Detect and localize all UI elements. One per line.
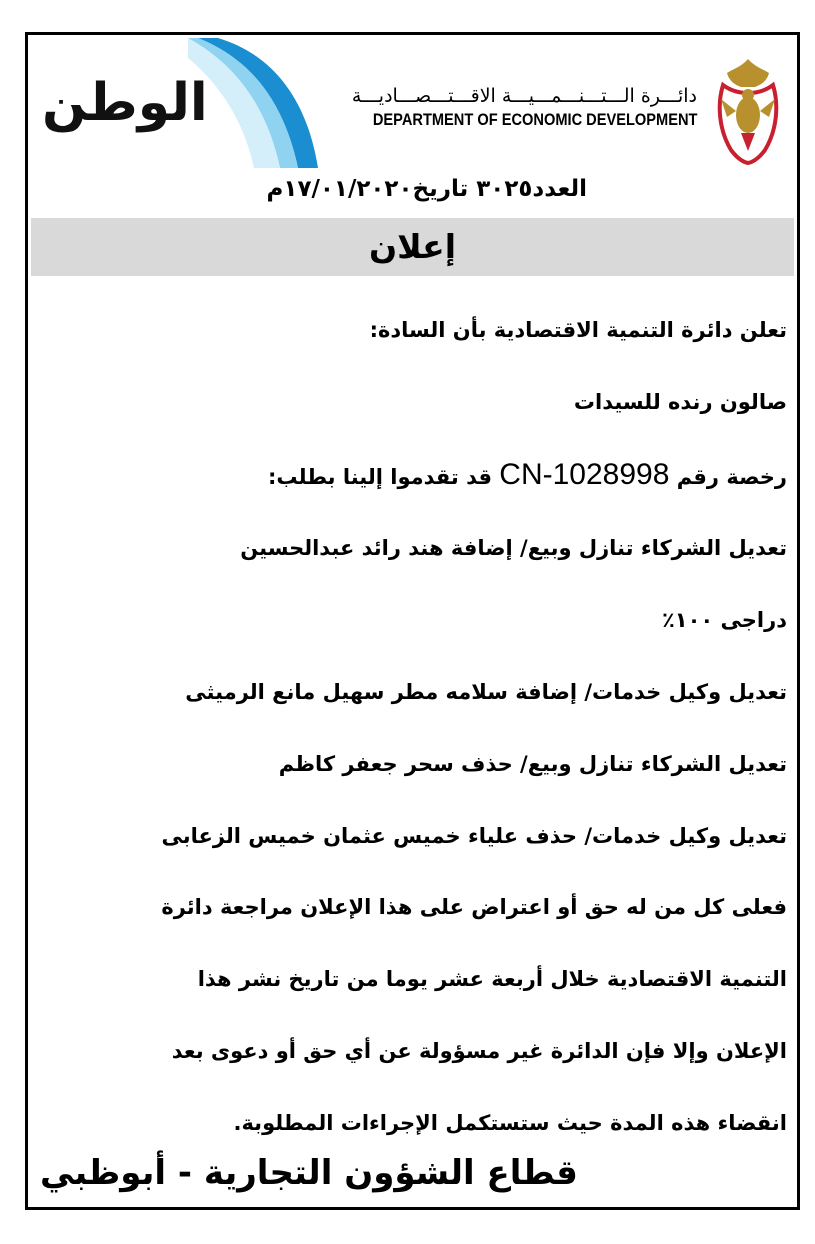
issue-number-date: العدد٣٠٢٥ تاريخ١٧/٠١/٢٠٢٠م (266, 176, 587, 202)
advertisement-frame (25, 32, 800, 1210)
abu-dhabi-falcon-emblem-icon (713, 55, 783, 165)
license-prefix: رخصة رقم (676, 464, 787, 489)
notice-line-1: فعلى كل من له حق أو اعتراض على هذا الإعلان مراجعة دائرة (161, 895, 787, 920)
announcement-body (32, 295, 787, 1160)
change-item-2: تعديل وكيل خدمات/ إضافة سلامه مطر سهيل مانع الرميثى (185, 679, 787, 704)
department-header (320, 83, 697, 131)
change-item-4: تعديل وكيل خدمات/ حذف علياء خميس عثمان خميس الزعابى (161, 823, 787, 848)
intro-line: تعلن دائرة التنمية الاقتصادية بأن السادة: (369, 318, 787, 342)
license-suffix: قد تقدموا إلينا بطلب: (268, 464, 492, 489)
announcement-title: إعلان (31, 218, 794, 276)
business-name: صالون رنده للسيدات (573, 389, 787, 414)
change-item-3: تعديل الشركاء تنازل وبيع/ حذف سحر جعفر كاظم (278, 751, 787, 776)
newspaper-logo: الوطن (42, 73, 208, 133)
notice-line-4: انقضاء هذه المدة حيث ستستكمل الإجراءات المطلوبة. (233, 1110, 787, 1135)
department-name-arabic: دائـــرة الـــتـــنـــمـــيـــة الاقـــتـــصـــاديـــة (351, 85, 697, 107)
notice-line-2: التنمية الاقتصادية خلال أربعة عشر يوما من تاريخ نشر هذا (197, 967, 787, 992)
license-number: CN-1028998 (499, 457, 670, 491)
notice-line-3: الإعلان وإلا فإن الدائرة غير مسؤولة عن أي حق أو دعوى بعد (171, 1038, 787, 1063)
change-item-1: تعديل الشركاء تنازل وبيع/ إضافة هند رائد عبدالحسين (240, 536, 787, 561)
department-name-english: DEPARTMENT OF ECONOMIC DEVELOPMENT (372, 110, 697, 129)
license-line (32, 439, 787, 514)
change-item-1-continued: دراجى ١٠٠٪ (661, 608, 787, 633)
issuing-sector-signature: قطاع الشؤون التجارية - أبوظبي (40, 1153, 578, 1193)
